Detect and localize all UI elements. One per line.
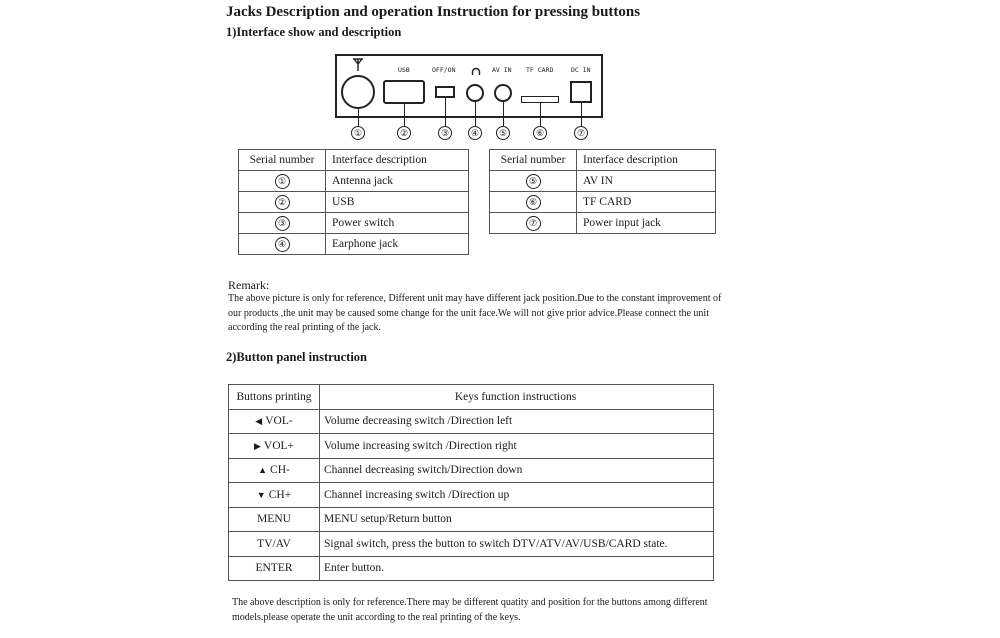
header-buttons-printing: Buttons printing [229, 385, 320, 410]
table-header-row [229, 385, 714, 410]
button-function: Channel increasing switch /Direction up [320, 483, 714, 508]
serial-number: ⑦ [526, 216, 541, 231]
section2-heading: 2)Button panel instruction [226, 350, 367, 364]
button-label: VOL- [265, 415, 293, 428]
interface-description: Power switch [326, 213, 469, 234]
port-label-av-in: AV IN [492, 66, 512, 74]
callout-4: ④ [468, 126, 482, 140]
button-function: Signal switch, press the button to switch DTV/ATV/AV/USB/CARD state. [320, 532, 714, 557]
table-row [229, 434, 714, 459]
page-title: Jacks Description and operation Instruction for pressing buttons [226, 4, 641, 20]
interface-table-right [489, 149, 716, 234]
serial-number: ④ [275, 237, 290, 252]
av-in-jack-icon [494, 84, 512, 102]
leader-line-3 [445, 98, 446, 126]
table-row [239, 234, 469, 255]
remark-title: Remark: [228, 278, 270, 292]
table-row [229, 532, 714, 557]
button-label: VOL+ [263, 439, 295, 452]
port-label-usb: USB [398, 66, 410, 74]
section1-heading: 1)Interface show and description [226, 25, 402, 39]
arrow-left-icon: ◀ [255, 416, 263, 427]
table-row [490, 192, 716, 213]
tf-card-slot-icon [521, 96, 559, 103]
table-header-row [490, 150, 716, 171]
interface-description: Earphone jack [326, 234, 469, 255]
antenna-jack-icon [341, 75, 375, 109]
button-label: CH+ [268, 488, 292, 501]
callout-2: ② [397, 126, 411, 140]
serial-number: ① [275, 174, 290, 189]
footer-note: The above description is only for reference.There may be different quatity and position for the buttons among different models.please operate the unit according to the real printing of the keys. [232, 597, 708, 623]
table-header-row [239, 150, 469, 171]
callout-5: ⑤ [496, 126, 510, 140]
button-function: MENU setup/Return button [320, 507, 714, 532]
remark-text: The above picture is only for reference, Different unit may have different jack position.Due to the constant improvement of our products ,the unit may be caused some change for the unit face.We will not give prior advice.Please connect the unit according the real printing of the jack. [228, 293, 722, 333]
port-label-power: OFF/ON [432, 66, 456, 74]
button-label: TV/AV [229, 532, 320, 557]
headphone-icon [471, 63, 481, 72]
power-switch-icon [435, 86, 455, 98]
serial-number: ③ [275, 216, 290, 231]
table-row [229, 507, 714, 532]
dc-in-jack-icon [570, 81, 592, 103]
port-label-tf-card: TF CARD [526, 66, 554, 74]
button-function: Volume increasing switch /Direction right [320, 434, 714, 459]
button-label: ENTER [229, 556, 320, 581]
button-label: MENU [229, 507, 320, 532]
port-label-dc-in: DC IN [571, 66, 591, 74]
header-keys-function: Keys function instructions [320, 385, 714, 410]
table-row [229, 483, 714, 508]
leader-line-7 [581, 103, 582, 126]
button-function: Volume decreasing switch /Direction left [320, 409, 714, 434]
callout-6: ⑥ [533, 126, 547, 140]
usb-port-icon [383, 80, 425, 104]
interface-description: TF CARD [577, 192, 716, 213]
table-row [490, 213, 716, 234]
table-row [239, 192, 469, 213]
table-row [490, 171, 716, 192]
button-table [228, 384, 714, 581]
interface-description: AV IN [577, 171, 716, 192]
serial-number: ⑤ [526, 174, 541, 189]
interface-description: USB [326, 192, 469, 213]
interface-description: Antenna jack [326, 171, 469, 192]
table-row [229, 409, 714, 434]
arrow-down-icon: ▼ [256, 489, 266, 500]
header-interface-description: Interface description [577, 150, 716, 171]
button-function: Enter button. [320, 556, 714, 581]
serial-number: ⑥ [526, 195, 541, 210]
table-row [229, 556, 714, 581]
leader-line-6 [540, 103, 541, 126]
callout-7: ⑦ [574, 126, 588, 140]
button-label: CH- [270, 464, 290, 477]
arrow-right-icon: ▶ [253, 440, 261, 451]
antenna-icon [352, 58, 364, 72]
table-row [229, 458, 714, 483]
serial-number: ② [275, 195, 290, 210]
header-serial-number: Serial number [239, 150, 326, 171]
callout-1: ① [351, 126, 365, 140]
leader-line-1 [358, 109, 359, 126]
arrow-up-icon: ▲ [258, 465, 268, 476]
leader-line-2 [404, 104, 405, 126]
interface-table-left [238, 149, 469, 255]
leader-line-4 [475, 102, 476, 126]
header-interface-description: Interface description [326, 150, 469, 171]
callout-3: ③ [438, 126, 452, 140]
leader-line-5 [503, 102, 504, 126]
button-function: Channel decreasing switch/Direction down [320, 458, 714, 483]
earphone-jack-icon [466, 84, 484, 102]
table-row [239, 213, 469, 234]
table-row [239, 171, 469, 192]
header-serial-number: Serial number [490, 150, 577, 171]
interface-description: Power input jack [577, 213, 716, 234]
